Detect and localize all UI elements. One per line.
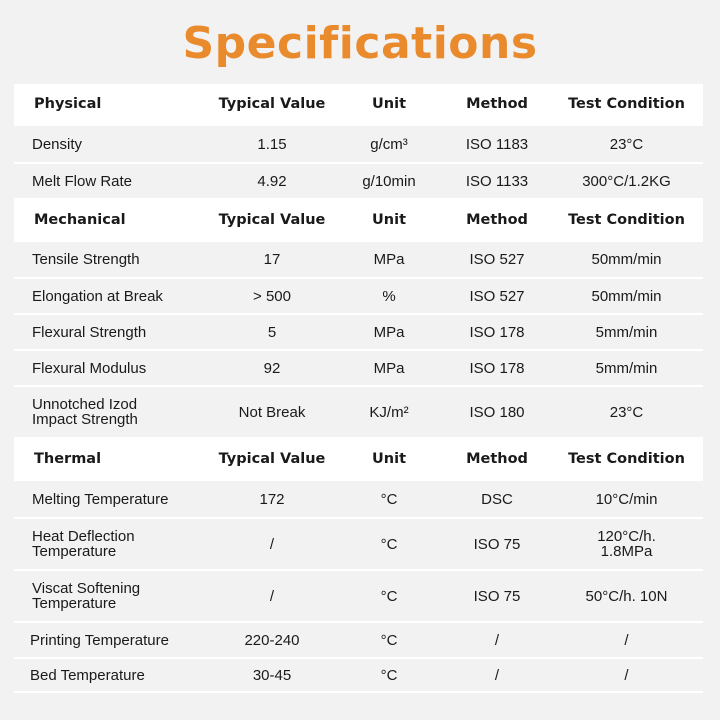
typical-value: 17 — [263, 251, 281, 268]
unit: MPa — [373, 251, 405, 268]
unit: °C — [380, 490, 398, 508]
unit: °C — [380, 535, 398, 553]
unit: °C — [380, 666, 398, 684]
test-condition: 5mm/min — [595, 359, 658, 377]
column-header-test-condition: Test Condition — [568, 450, 685, 467]
column-header-test-condition: Test Condition — [568, 211, 685, 228]
table-row — [14, 126, 703, 164]
section-title: Thermal — [34, 450, 102, 467]
typical-value: 5 — [267, 323, 277, 341]
method: DSC — [481, 490, 513, 508]
property-name: Heat Deflection Temperature — [32, 528, 135, 560]
method: ISO 75 — [473, 587, 521, 605]
column-header-unit: Unit — [372, 211, 406, 228]
unit: MPa — [373, 323, 405, 341]
unit: % — [382, 287, 396, 305]
test-condition: 50°C/h. 10N — [585, 587, 668, 605]
column-header-method: Method — [466, 95, 528, 112]
table-header-physical — [14, 84, 703, 126]
typical-value: / — [269, 587, 275, 605]
method: ISO 178 — [469, 323, 525, 341]
test-condition: / — [624, 631, 629, 649]
column-header-typical-value: Typical Value — [218, 211, 326, 228]
unit: MPa — [373, 359, 405, 377]
table-row — [14, 519, 703, 571]
property-name: Tensile Strength — [32, 251, 140, 268]
typical-value: / — [269, 535, 275, 553]
test-condition: 23°C — [609, 135, 644, 153]
typical-value: 4.92 — [257, 172, 287, 190]
property-name: Bed Temperature — [30, 666, 145, 684]
column-header-method: Method — [466, 450, 528, 467]
property-name: Density — [32, 135, 83, 153]
column-header-typical-value: Typical Value — [218, 95, 326, 112]
property-name: Flexural Strength — [32, 323, 147, 341]
property-name: Flexural Modulus — [32, 359, 147, 377]
property-name: Printing Temperature — [30, 631, 169, 649]
table-row — [14, 623, 703, 659]
table-row — [14, 351, 703, 387]
test-condition: 120°C/h. 1.8MPa — [597, 528, 656, 560]
method: ISO 178 — [469, 359, 525, 377]
table-row — [14, 387, 703, 439]
table-row — [14, 481, 703, 519]
property-name: Elongation at Break — [32, 287, 163, 305]
typical-value: Not Break — [238, 403, 306, 421]
table-row — [14, 164, 703, 200]
table-row — [14, 315, 703, 351]
unit: g/10min — [362, 172, 416, 190]
column-header-method: Method — [466, 211, 528, 228]
test-condition: 5mm/min — [595, 323, 658, 341]
column-header-test-condition: Test Condition — [568, 95, 685, 112]
spec-table — [14, 84, 703, 693]
section-title: Physical — [34, 95, 102, 112]
test-condition: / — [624, 666, 629, 684]
typical-value: 1.15 — [257, 135, 287, 153]
method: / — [494, 631, 500, 649]
typical-value: 172 — [259, 490, 285, 508]
property-name: Unnotched Izod Impact Strength — [32, 396, 138, 428]
column-header-unit: Unit — [372, 95, 406, 112]
typical-value: > 500 — [253, 287, 291, 305]
method: ISO 180 — [469, 403, 525, 421]
test-condition: 10°C/min — [595, 490, 658, 508]
method: ISO 527 — [469, 287, 525, 305]
test-condition: 50mm/min — [591, 287, 662, 305]
table-row — [14, 242, 703, 279]
method: ISO 75 — [473, 535, 521, 553]
typical-value: 30-45 — [252, 666, 292, 684]
unit: g/cm³ — [370, 135, 408, 153]
section-title: Mechanical — [34, 211, 126, 228]
unit: KJ/m² — [369, 403, 409, 421]
method: ISO 527 — [469, 251, 525, 268]
table-header-thermal — [14, 439, 703, 481]
test-condition: 50mm/min — [591, 251, 662, 268]
property-name: Viscat Softening Temperature — [32, 580, 141, 612]
test-condition: 23°C — [609, 403, 644, 421]
method: ISO 1133 — [465, 172, 529, 190]
method: ISO 1183 — [465, 135, 529, 153]
method: / — [494, 666, 500, 684]
table-row — [14, 571, 703, 623]
table-header-mechanical — [14, 200, 703, 242]
unit: °C — [380, 631, 398, 649]
typical-value: 220-240 — [244, 631, 300, 649]
table-row — [14, 659, 703, 693]
column-header-unit: Unit — [372, 450, 406, 467]
property-name: Melt Flow Rate — [32, 172, 133, 190]
property-name: Melting Temperature — [32, 490, 169, 508]
unit: °C — [380, 587, 398, 605]
test-condition: 300°C/1.2KG — [582, 172, 671, 190]
table-row — [14, 279, 703, 315]
column-header-typical-value: Typical Value — [218, 450, 326, 467]
page-title: Specifications — [182, 18, 538, 69]
typical-value: 92 — [263, 359, 281, 377]
